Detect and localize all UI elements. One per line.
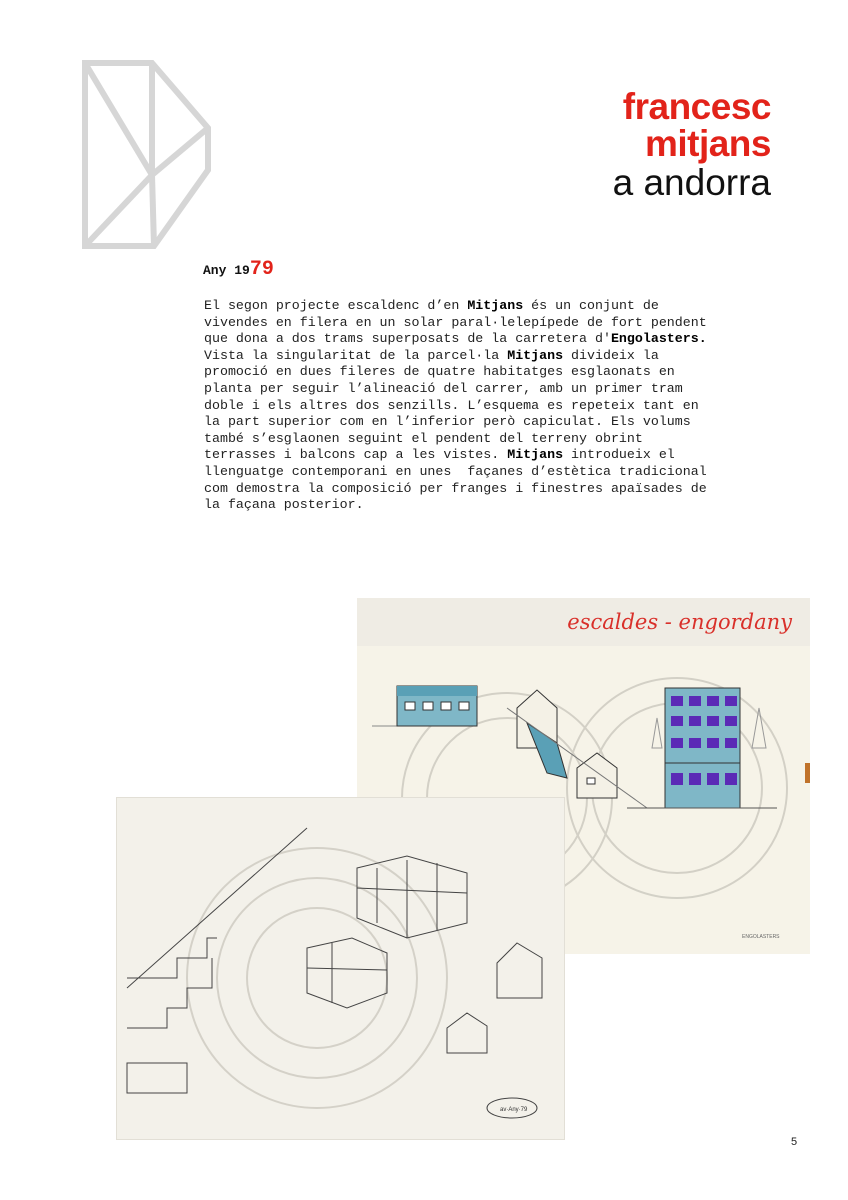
svg-text:av·Any·79: av·Any·79 bbox=[500, 1107, 528, 1113]
body-line: llenguatge contemporani en unes façanes d’estètica tradicional bbox=[204, 463, 707, 479]
title-line-2: mitjans bbox=[644, 123, 771, 164]
body-line: terrasses i balcons cap a les vistes. Mitjans introdueix el bbox=[204, 447, 675, 463]
bold-name: Mitjans bbox=[507, 347, 564, 363]
page-number: 5 bbox=[791, 1136, 798, 1148]
body-line: vivendes en filera en un solar paral·lelepípede de fort pendent bbox=[204, 314, 707, 330]
year-heading bbox=[203, 258, 274, 281]
bold-name: Engolasters. bbox=[610, 331, 707, 347]
perspective-sketch-image bbox=[117, 798, 564, 1139]
year-prefix: Any 19 bbox=[203, 263, 250, 278]
body-line: la façana posterior. bbox=[204, 497, 364, 513]
title-line-3: a andorra bbox=[612, 162, 771, 203]
title-line-1: francesc bbox=[622, 86, 771, 127]
body-line: la part superior com en l’inferior però capiculat. Els volums bbox=[204, 414, 691, 430]
body-line: Vista la singularitat de la parcel·la Mitjans divideix la bbox=[204, 347, 659, 363]
body-line: promoció en dues fileres de quatre habitatges esglaonats en bbox=[204, 364, 675, 380]
body-line: planta per seguir l’alineació del carrer, amb un primer tram bbox=[204, 380, 683, 396]
logo-icon bbox=[82, 60, 214, 250]
body-line: també s’esglaonen seguint el pendent del terreny obrint bbox=[204, 430, 643, 446]
bold-name: Mitjans bbox=[467, 298, 524, 313]
year-suffix: 79 bbox=[249, 258, 274, 281]
bold-name: Mitjans bbox=[507, 447, 564, 463]
body-line: que dona a dos trams superposats de la carretera d'Engolasters. bbox=[204, 331, 707, 347]
image-caption: escaldes - engordany bbox=[567, 610, 792, 634]
body-line: doble i els altres dos senzills. L’esquema es repeteix tant en bbox=[204, 397, 699, 413]
body-paragraph bbox=[204, 298, 804, 514]
svg-text:ENGOLASTERS: ENGOLASTERS bbox=[742, 934, 780, 940]
page-title bbox=[613, 88, 771, 201]
body-line: El segon projecte escaldenc d’en Mitjans és un conjunt de bbox=[204, 298, 659, 313]
body-line: com demostra la composició per franges i finestres apaïsades de bbox=[204, 480, 707, 496]
perspective-sketch bbox=[117, 798, 564, 1139]
